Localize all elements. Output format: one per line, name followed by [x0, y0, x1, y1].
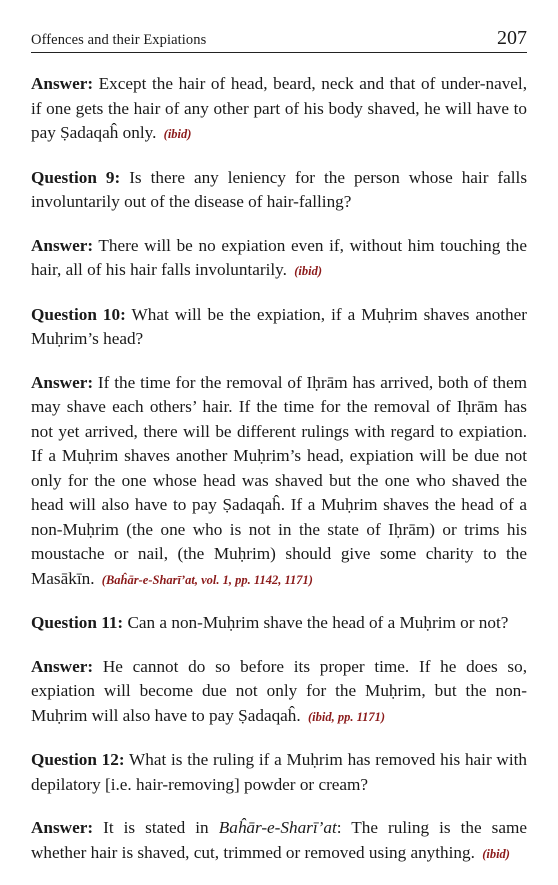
paragraph-text: There will be no expiation even if, without him touching the hair, all of his hair falls involuntarily.: [31, 235, 527, 279]
reference-citation: (ibid): [163, 127, 192, 141]
reference-citation: (ibid, pp. 1171): [308, 709, 386, 724]
paragraph-lead: Question 11:: [31, 613, 124, 632]
paragraph-lead: Answer:: [31, 74, 94, 93]
paragraph-lead: Answer:: [31, 656, 94, 676]
book-title: Baĥār-e-Sharī’at: [218, 818, 337, 837]
paragraph-text-before: It is stated in: [93, 818, 219, 837]
running-title: Offences and their Expiations: [31, 32, 207, 48]
answer-paragraph: [31, 655, 527, 730]
paragraph-text: : The ruling is the same whether hair is shaved, cut, trimmed or removed using anything.: [31, 818, 527, 862]
answer-paragraph: [31, 371, 527, 593]
question-paragraph: [31, 166, 527, 215]
paragraph-lead: Answer:: [31, 818, 94, 837]
page-body: [31, 72, 527, 885]
paragraph-text: If the time for the removal of Iḥrām has arrived, both of them may shave each others’ hair. If the time for the removal of Iḥrām has not yet arrived, there will be different rulings with regard to expiation. If a Muḥrim shaves another Muḥrim’s head, expiation will be due not only for the one whose head was shaved but the one who shaved the head will also have to pay Ṣadaqaĥ. If a Muḥrim shaves the head of a non-Muḥrim (the one who is not in the state of Iḥrām) or trims his moustache or nail, (the Muḥrim) should give some charity to the Masākīn.: [31, 372, 527, 588]
reference-citation: (ibid): [482, 846, 510, 861]
paragraph-lead: Question 9:: [31, 167, 121, 187]
page-number: 207: [497, 27, 527, 49]
paragraph-lead: Answer:: [31, 235, 94, 255]
paragraph-text: What will be the expiation, if a Muḥrim shaves another Muḥrim’s head?: [31, 304, 528, 348]
question-paragraph: [31, 611, 527, 636]
question-paragraph: [31, 748, 527, 797]
paragraph-lead: Answer:: [31, 372, 94, 392]
answer-paragraph: [31, 816, 527, 866]
answer-paragraph: [31, 72, 527, 147]
question-paragraph: [31, 303, 527, 352]
reference-citation: (Baĥār-e-Sharī’at, vol. 1, pp. 1142, 1171): [101, 572, 313, 587]
paragraph-text: He cannot do so before its proper time. If he does so, expiation will become due not only for the Muḥrim, but the non-Muḥrim will also have to pay Ṣadaqaĥ.: [31, 656, 527, 725]
reference-citation: (ibid): [294, 264, 323, 278]
paragraph-text: Is there any leniency for the person whose hair falls involuntarily out of the disease of hair-falling?: [31, 167, 528, 211]
paragraph-lead: Question 10:: [31, 304, 126, 324]
paragraph-text: What is the ruling if a Muḥrim has removed his hair with depilatory [i.e. hair-removing] powder or cream?: [31, 750, 527, 794]
paragraph-lead: Question 12:: [31, 750, 125, 769]
running-header: [31, 26, 527, 53]
answer-paragraph: [31, 234, 527, 284]
paragraph-text: Can a non-Muḥrim shave the head of a Muḥrim or not?: [123, 613, 509, 632]
paragraph-text: Except the hair of head, beard, neck and that of under-navel, if one gets the hair of any other part of his body shaved, he will have to pay Ṣadaqaĥ only.: [31, 74, 527, 142]
